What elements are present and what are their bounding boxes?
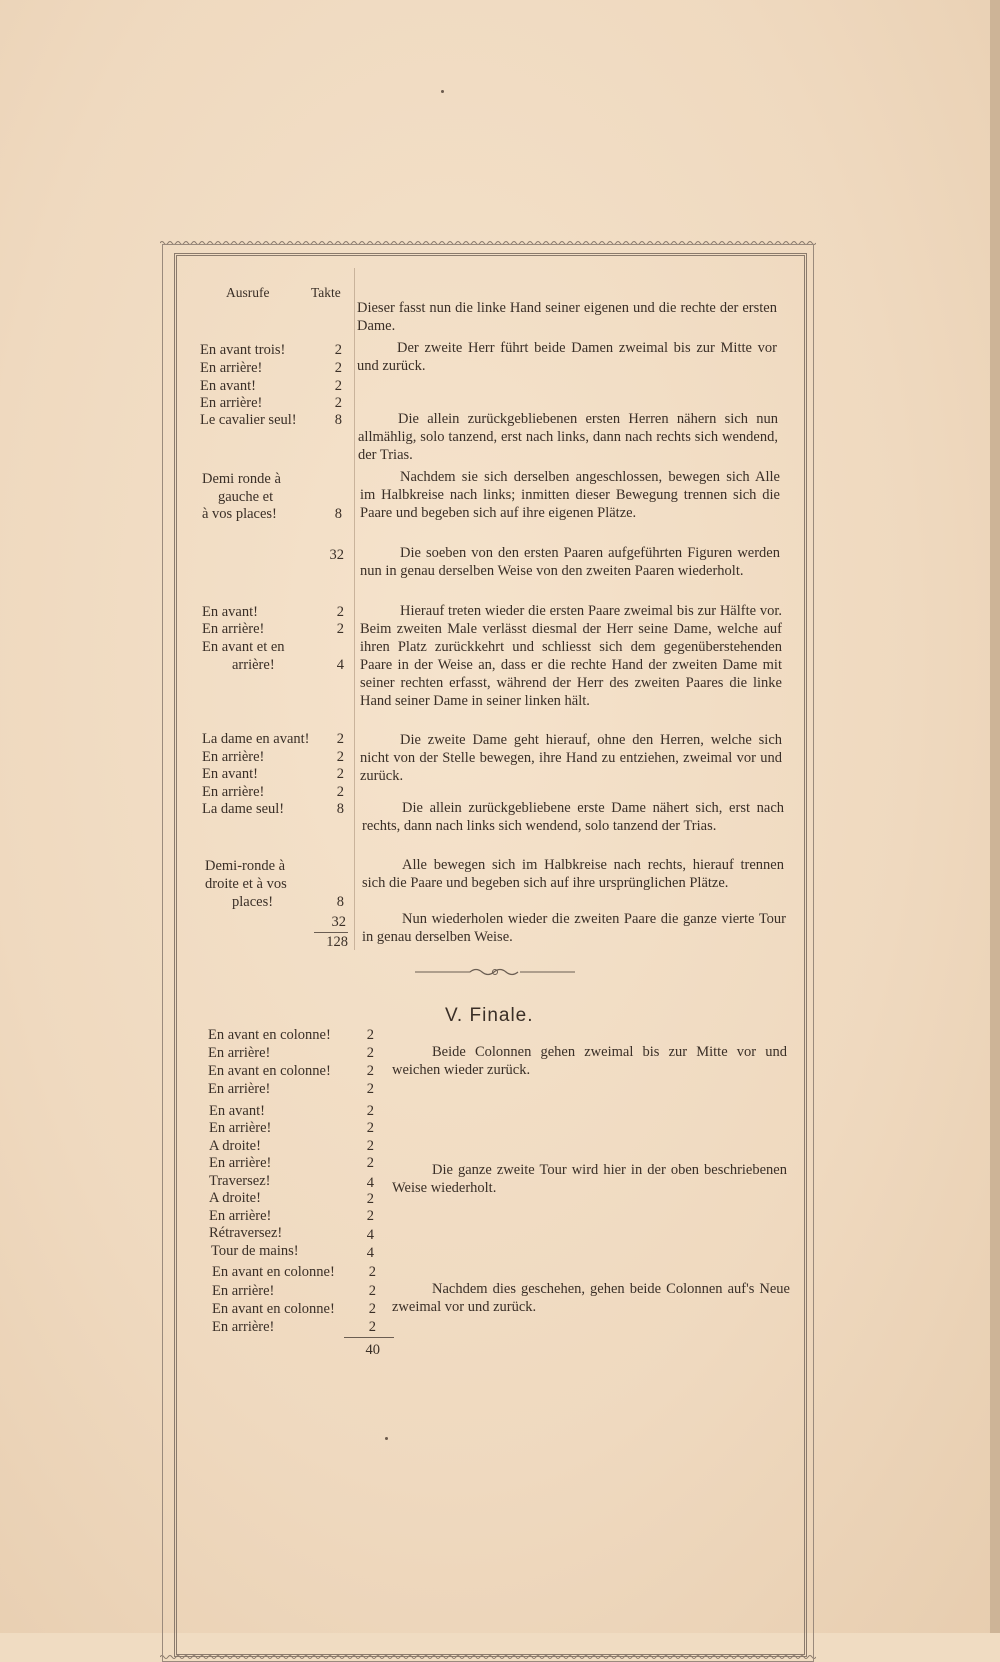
call-measures: 2 [336,731,344,747]
call-label: En avant en colonne! [212,1264,335,1280]
description-paragraph: Alle bewegen sich im Halbkreise nach rechts, hierauf trennen sich die Paare und begeben sich auf ihre ursprünglichen Plätze. [362,857,784,891]
call-measures: 2 [334,360,342,376]
call-measures: 8 [334,412,342,428]
call-label: En avant en colonne! [212,1301,335,1317]
call-measures: 2 [336,766,344,782]
call-label: En avant en colonne! [208,1027,331,1043]
call-measures: 2 [366,1081,374,1097]
call-measures: 2 [366,1191,374,1207]
subtotal-measures: 32 [331,914,346,930]
call-label: Rétraversez! [209,1225,283,1241]
call-measures: 8 [334,506,342,522]
description-paragraph: Nachdem sie sich derselben angeschlossen, bewegen sich Alle im Halbkreise nach links; inmitten dieser Bewegung trennen sich die Paare und begeben sich auf ihre eigenen Plätze. [360,469,780,521]
call-label: En arrière! [209,1120,272,1136]
call-label: Demi ronde à [202,471,281,487]
call-measures: 4 [366,1245,374,1261]
call-measures: 2 [366,1138,374,1154]
call-label: La dame en avant! [202,731,310,747]
call-label: A droite! [209,1138,261,1154]
call-measures: 4 [366,1175,374,1191]
call-measures: 2 [334,395,342,411]
description-paragraph: Der zweite Herr führt beide Damen zweimal bis zur Mitte vor und zurück. [357,340,777,374]
call-measures: 2 [368,1319,376,1335]
call-measures: 2 [368,1301,376,1317]
call-label: En avant et en [202,639,285,655]
call-label: En arrière! [200,360,263,376]
call-measures: 2 [334,378,342,394]
call-label: La dame seul! [202,801,285,817]
column-divider [354,268,355,950]
call-measures: 2 [366,1027,374,1043]
description-paragraph: Nachdem dies geschehen, gehen beide Colonnen auf's Neue zweimal vor und zurück. [392,1281,790,1315]
call-label: En arrière! [209,1208,272,1224]
ornament-divider [410,965,580,979]
page-edge [990,0,1000,1633]
call-label: En avant! [209,1103,265,1119]
call-measures: 2 [336,621,344,637]
call-label: En avant en colonne! [208,1063,331,1079]
header-ausrufe: Ausrufe [226,285,270,300]
description-paragraph: Die zweite Dame geht hierauf, ohne den Herren, welche sich nicht von der Stelle bewegen, ihre Hand zu entziehen, zweimal vor und zurück. [360,732,782,784]
header-takte: Takte [311,285,341,300]
sum-rule [344,1337,394,1338]
call-measures: 2 [336,604,344,620]
call-measures: 2 [336,784,344,800]
call-label: En arrière! [208,1045,271,1061]
call-label: En arrière! [212,1283,275,1299]
description-paragraph: Hierauf treten wieder die ersten Paare zweimal bis zur Hälfte vor. Beim zweiten Male verlässt diesmal der Herr seine Dame, welche auf ihren Platz zurückkehrt und schliesst sich dem gegenüberstehenden Paare in der Weise an, dass er die rechte Hand der zweiten Dame mit seiner rechten erfasst, während der Herr des zweiten Paares die linke Hand seiner Dame in seiner linken hält. [360,603,782,709]
call-label: En avant! [202,604,258,620]
call-label: Traversez! [209,1173,271,1189]
call-label: Tour de mains! [211,1243,299,1259]
total-measures: 128 [326,934,348,950]
call-label: En arrière! [209,1155,272,1171]
total-measures: 40 [365,1342,380,1358]
call-measures: 4 [336,657,344,673]
call-label: En arrière! [200,395,263,411]
call-label: à vos places! [202,506,277,522]
call-measures: 2 [366,1063,374,1079]
description-paragraph: Die soeben von den ersten Paaren aufgeführten Figuren werden nun in genau derselben Weise von den zweiten Paaren wiederholt. [360,545,780,579]
call-measures: 2 [336,749,344,765]
call-label: Demi-ronde à [205,858,286,874]
description-paragraph: Die ganze zweite Tour wird hier in der oben beschriebenen Weise wiederholt. [392,1162,787,1196]
call-label: droite et à vos [205,876,287,892]
call-label: En avant! [202,766,258,782]
call-measures: 2 [368,1283,376,1299]
description-paragraph: Die allein zurückgebliebene erste Dame nähert sich, erst nach rechts, dann nach links sich wendend, solo tanzend der Trias. [362,800,784,834]
description-paragraph: Nun wiederholen wieder die zweiten Paare die ganze vierte Tour in genau derselben Weise. [362,911,786,945]
call-label: A droite! [209,1190,261,1206]
speck [441,90,444,93]
call-measures: 2 [366,1208,374,1224]
call-label: places! [232,894,274,910]
call-measures: 4 [366,1227,374,1243]
call-measures: 2 [334,342,342,358]
call-measures: 2 [366,1045,374,1061]
call-label: arrière! [232,657,275,673]
call-measures: 8 [336,894,344,910]
call-label: En arrière! [212,1319,275,1335]
call-measures: 8 [336,801,344,817]
call-label: En arrière! [202,621,265,637]
call-label: En arrière! [202,749,265,765]
call-measures: 2 [366,1120,374,1136]
description-paragraph: Beide Colonnen gehen zweimal bis zur Mitte vor und weichen wieder zurück. [392,1044,787,1078]
description-paragraph: Dieser fasst nun die linke Hand seiner eigenen und die rechte der ersten Dame. [357,300,777,334]
call-label: gauche et [218,489,274,505]
call-label: En arrière! [208,1081,271,1097]
call-label: En arrière! [202,784,265,800]
call-measures: 2 [368,1264,376,1280]
call-label: En avant! [200,378,256,394]
section-heading: V. Finale. [445,1005,534,1026]
description-paragraph: Die allein zurückgebliebenen ersten Herren nähern sich nun allmählig, solo tanzend, erst nach links, dann nach rechts sich wendend, der Trias. [358,411,778,463]
subtotal-measures: 32 [329,547,344,563]
call-label: Le cavalier seul! [200,412,297,428]
call-label: En avant trois! [200,342,286,358]
call-measures: 2 [366,1155,374,1171]
call-measures: 2 [366,1103,374,1119]
